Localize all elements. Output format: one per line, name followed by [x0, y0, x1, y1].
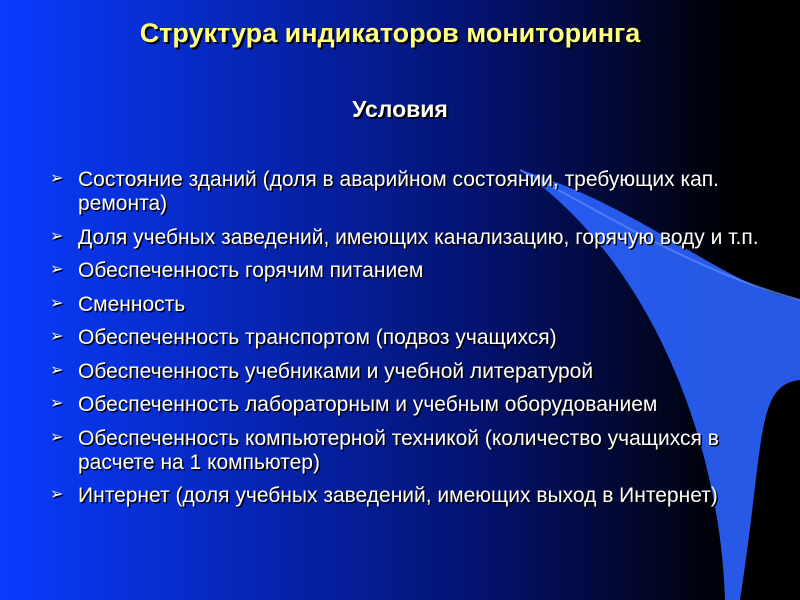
list-item — [50, 326, 770, 350]
list-item-text: Интернет (доля учебных заведений, имеющих выход в Интернет) — [78, 484, 718, 507]
arrow-bullet-icon: ➢ — [50, 261, 64, 278]
arrow-bullet-icon: ➢ — [50, 294, 64, 312]
list-item-text: Обеспеченность учебниками и учебной литературой — [78, 359, 594, 383]
arrow-bullet-icon: ➢ — [50, 170, 64, 187]
list-item-text: Доля учебных заведений, имеющих канализацию, горячую воду и т.п. — [78, 225, 759, 249]
list-item-text: Состояние зданий (доля в аварийном состоянии, требующих кап. ремонта) — [78, 168, 720, 215]
list-item — [50, 427, 770, 475]
list-item-text: Обеспеченность компьютерной техникой (количество учащихся в расчете на 1 компьютер) — [78, 426, 719, 474]
list-item — [50, 293, 770, 317]
indicator-list — [50, 168, 770, 518]
arrow-bullet-icon: ➢ — [50, 486, 64, 503]
slide-title: Структура индикаторов мониторинга — [139, 18, 641, 48]
list-item — [50, 393, 770, 417]
list-item-text: Обеспеченность горячим питанием — [78, 259, 424, 282]
arrow-bullet-icon: ➢ — [50, 428, 64, 446]
slide-subtitle: Условия — [352, 96, 448, 122]
arrow-bullet-icon: ➢ — [50, 328, 64, 345]
list-item — [50, 484, 770, 508]
list-item-text: Обеспеченность транспортом (подвоз учащихся) — [78, 326, 557, 349]
list-item — [50, 259, 770, 283]
list-item — [50, 168, 770, 216]
arrow-bullet-icon: ➢ — [50, 395, 64, 412]
arrow-bullet-icon: ➢ — [50, 361, 64, 379]
list-item — [50, 360, 770, 384]
list-item — [50, 226, 770, 250]
arrow-bullet-icon: ➢ — [50, 227, 64, 245]
list-item-text: Обеспеченность лабораторным и учебным оборудованием — [78, 393, 658, 416]
list-item-text: Сменность — [78, 292, 186, 316]
